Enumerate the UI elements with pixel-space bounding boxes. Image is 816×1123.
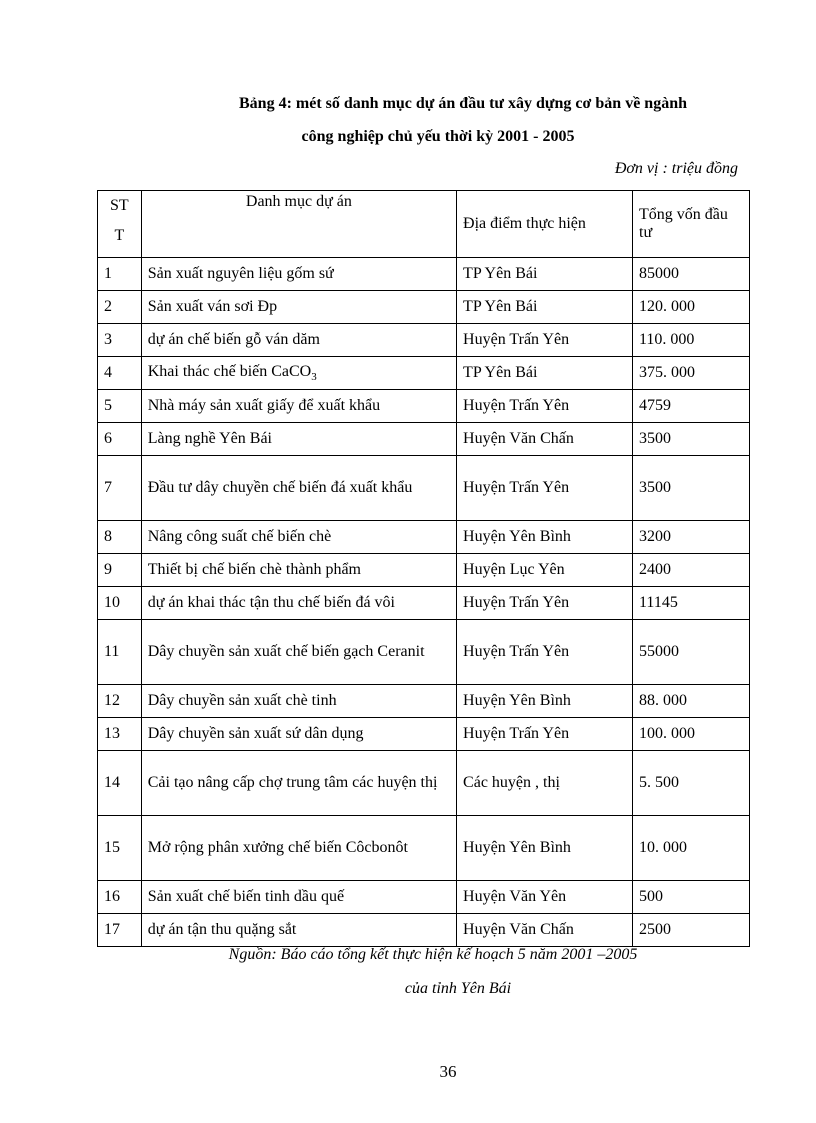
table-row [98,291,750,324]
source-note-line1: Nguồn: Báo cáo tổng kết thực hiện kế hoạch 5 năm 2001 –2005 [228,946,638,963]
row-stt: 8 [98,521,142,554]
row-capital: 10. 000 [633,816,750,881]
row-stt: 12 [98,685,142,718]
table-title-line1: Bảng 4: mét số danh mục dự án đầu tư xây dựng cơ bản về ngành [239,95,687,112]
row-location: Huyện Trấn Yên [457,456,633,521]
header-project-name: Danh mục dự án [141,191,456,258]
row-location: Huyện Trấn Yên [457,620,633,685]
row-location: Các huyện , thị [457,751,633,816]
row-project-name: Sản xuất nguyên liệu gốm sứ [141,258,456,291]
table-row [98,324,750,357]
table-header-row [98,191,750,258]
row-stt: 2 [98,291,142,324]
table-row [98,718,750,751]
row-capital: 85000 [633,258,750,291]
row-stt: 11 [98,620,142,685]
row-project-name: Mở rộng phân xưởng chế biến Côcbonôt [141,816,456,881]
row-capital: 3500 [633,423,750,456]
row-stt: 7 [98,456,142,521]
row-location: Huyện Trấn Yên [457,390,633,423]
table-row [98,914,750,947]
row-project-name: Sản xuất ván sơi Đp [141,291,456,324]
row-project-name: Dây chuyền sản xuất chế biến gạch Ceranit [141,620,456,685]
page-number: 36 [439,1062,457,1081]
table-row [98,258,750,291]
table-row [98,881,750,914]
row-location: Huyện Trấn Yên [457,324,633,357]
table-row [98,816,750,881]
row-location: Huyện Yên Bình [457,521,633,554]
row-stt: 16 [98,881,142,914]
row-stt: 10 [98,587,142,620]
row-project-name: Thiết bị chế biến chè thành phẩm [141,554,456,587]
row-location: Huyện Yên Bình [457,685,633,718]
row-stt: 4 [98,357,142,390]
header-location: Địa điểm thực hiện [457,191,633,258]
source-note-line2: của tỉnh Yên Bái [404,980,512,997]
row-location: Huyện Văn Chấn [457,423,633,456]
row-stt: 3 [98,324,142,357]
row-capital: 2500 [633,914,750,947]
table-row [98,620,750,685]
row-project-name: Dây chuyền sản xuất chè tinh [141,685,456,718]
table-title-line2: công nghiệp chủ yếu thời kỳ 2001 - 2005 [301,128,575,145]
row-stt: 9 [98,554,142,587]
row-capital: 2400 [633,554,750,587]
row-project-name: Khai thác chế biến CaCO$_3$ [141,357,456,390]
row-stt: 15 [98,816,142,881]
row-stt: 14 [98,751,142,816]
row-stt: 5 [98,390,142,423]
row-project-name: Nâng công suất chế biến chè [141,521,456,554]
row-capital: 375. 000 [633,357,750,390]
row-location: Huyện Lục Yên [457,554,633,587]
chemical-subscript: 3 [311,371,317,384]
row-location: TP Yên Bái [457,291,633,324]
row-project-name: dự án chế biến gỗ ván dăm [141,324,456,357]
project-table [97,190,750,947]
row-capital: 88. 000 [633,685,750,718]
row-project-name: Cải tạo nâng cấp chợ trung tâm các huyện thị [141,751,456,816]
row-project-name: Nhà máy sản xuất giấy để xuất khẩu [141,390,456,423]
row-stt: 17 [98,914,142,947]
row-location: Huyện Trấn Yên [457,587,633,620]
header-stt: ST T [98,191,142,258]
row-project-name: Đầu tư dây chuyền chế biến đá xuất khẩu [141,456,456,521]
row-capital: 500 [633,881,750,914]
row-capital: 5. 500 [633,751,750,816]
table-row [98,554,750,587]
row-location: TP Yên Bái [457,357,633,390]
row-stt: 1 [98,258,142,291]
row-capital: 3500 [633,456,750,521]
row-location: Huyện Trấn Yên [457,718,633,751]
unit-label: Đơn vị : triệu đồng [614,160,738,177]
row-location: Huyện Yên Bình [457,816,633,881]
row-stt: 6 [98,423,142,456]
row-capital: 110. 000 [633,324,750,357]
row-project-name: dự án tận thu quặng sắt [141,914,456,947]
row-stt: 13 [98,718,142,751]
row-project-name: Làng nghề Yên Bái [141,423,456,456]
row-capital: 55000 [633,620,750,685]
row-location: Huyện Văn Chấn [457,914,633,947]
row-location: Huyện Văn Yên [457,881,633,914]
row-capital: 3200 [633,521,750,554]
table-row [98,357,750,390]
table-row [98,685,750,718]
row-capital: 100. 000 [633,718,750,751]
row-project-name: Sản xuất chế biến tinh dầu quế [141,881,456,914]
row-project-name: Dây chuyền sản xuất sứ dân dụng [141,718,456,751]
row-capital: 11145 [633,587,750,620]
table-row [98,587,750,620]
table-row [98,751,750,816]
header-capital: Tổng vốn đầu tư [633,191,750,258]
row-location: TP Yên Bái [457,258,633,291]
table-row [98,456,750,521]
table-row [98,390,750,423]
table-row [98,521,750,554]
row-project-name: dự án khai thác tận thu chế biến đá vôi [141,587,456,620]
table-row [98,423,750,456]
row-capital: 4759 [633,390,750,423]
row-capital: 120. 000 [633,291,750,324]
